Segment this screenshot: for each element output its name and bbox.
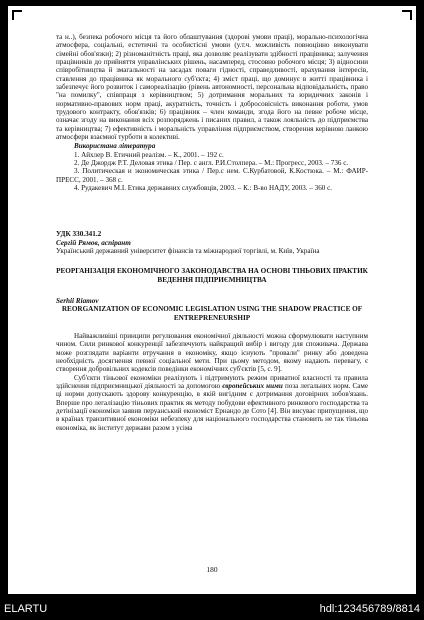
- handle-identifier: hdl:123456789/8814: [319, 603, 420, 615]
- emphasized-term: європейських ними: [222, 381, 283, 390]
- udc-code: УДК 330.341.2: [56, 230, 102, 239]
- literature-item: 3. Политическая и экономическая этика / Пер.с нем. С.Курбатовой, К.Костюка. – М.: ФАИР-ПРЕСС, 2001. – 368 с.: [56, 167, 368, 184]
- author-affiliation: Український державний університет фінансів та міжнародної торгівлі, м. Київ, Україна: [56, 247, 320, 256]
- footer-bar: [0, 600, 424, 620]
- literature-heading: Використана література: [74, 141, 156, 150]
- body-paragraph: Найважливіші принципи регулювання економічної діяльності можна сформулювати наступним чином. Сили ринкової конкуренції забезпечують найкращий вибір і вигоду для споживача. Держава може розглядати варіанти втручання в економіку, якщо існують "провали" ринку або доведена необхідність досягнення певної соціальної мети. При цьому методом, якому надають перевагу, є створення добровільних кодексів поведінки економічних суб'єктів [5, с. 9].: [56, 331, 368, 374]
- corner-mark-top-left: [12, 10, 22, 20]
- repository-name: ELARTU: [4, 603, 48, 615]
- paragraph-text: поза легальних норм. Саме ці норми допускають здорову конкуренцію, в якій вигідним є дотримання договірних зобов'язань. Вперше про легалізацію тіньових практик як методу побудови ефективного ринкового господарства та детінізації економіки заявив перуанський економіст Ернандо де Сото [4]. Він висуває припущення, що в країнах транзитивної економіки небезпеку для національного господарства становить не так тіньова економіка, як інститут держави разом з усіма: [56, 381, 368, 432]
- article-title-english: REORGANIZATION OF ECONOMIC LEGISLATION USING THE SHADOW PRACTICE OF ENTREPRENEURSHIP: [61, 305, 363, 323]
- article-title: РЕОРГАНІЗАЦІЯ ЕКОНОМІЧНОГО ЗАКОНОДАВСТВА НА ОСНОВІ ТІНЬОВИХ ПРАКТИК ВЕДЕННЯ ПІДПРИЄМНИЦТВА: [56, 267, 368, 284]
- document-page: [8, 6, 416, 594]
- body-paragraph: [56, 374, 368, 432]
- literature-item: 1. Айхлер В. Етичний реалізм. – К., 2001. – 192 с.: [74, 150, 224, 159]
- paragraph-text: Суб'єкти тіньової економіки реалізують і підтримують режим приватної власності та правила здійснення підприємницької діяльності за допомогою: [56, 373, 368, 390]
- literature-item: 2. Де Джордж Р.Т. Деловая этика / Пер. с англ. Р.И.Столпера. – М.: Прогресс, 2003. – 736 с.: [74, 158, 349, 167]
- page-number: 180: [206, 565, 218, 574]
- literature-item: 4. Рудакевич М.І. Етика державних службовців, 2003. – К.: В-во НАДУ, 2003. – 360 с.: [74, 183, 333, 192]
- author-name-english: Serhii Riamov: [56, 296, 99, 305]
- author-name: Сергій Рямов, аспірант: [56, 238, 131, 247]
- corner-mark-top-right: [402, 10, 412, 20]
- preceding-article-text: та н..), безпека робочого місця та його облаштування (здорові умови праці), морально-психологічна атмосфера, соціальні, естетичні та особистісні умови (у.т.ч. можливість повноцінно виконувати сімейні обов'язки); 2) різноманітність праці, яка дозволяє реалізувати здібності працівника; залучення працівників до прийняття управлінських рішень, насамперед, стосовно робочого місця; 3) відносини співробітництва й змагальності на засадах поваги гідності, справедливості, врахування інтересів, ставлення до працівника як морального суб'єкта; 4) зміст праці, що доминує в житті працівника і забезпечує його розвиток і самореалізацію (рівень автономності, персональна відповідальність, право "на помилку", співпраця з керівництвом; 5) дотримання моральних та юридичних законів і нормативно-правових норм праці, акуратність, точність і добросовісність виконання роботи, умов трудового контракту, обов'язків; 6) працівник – член команди, згода його на певне робоче місце, означає згоду на виконання всіх розпоряджень і писаних правил, а також лояльність до підприємства та керівництва; 7) ефективність і моральність управління підприємством, створення керівною ланкою атмосфери взаємної турботи в колективі.: [56, 33, 368, 142]
